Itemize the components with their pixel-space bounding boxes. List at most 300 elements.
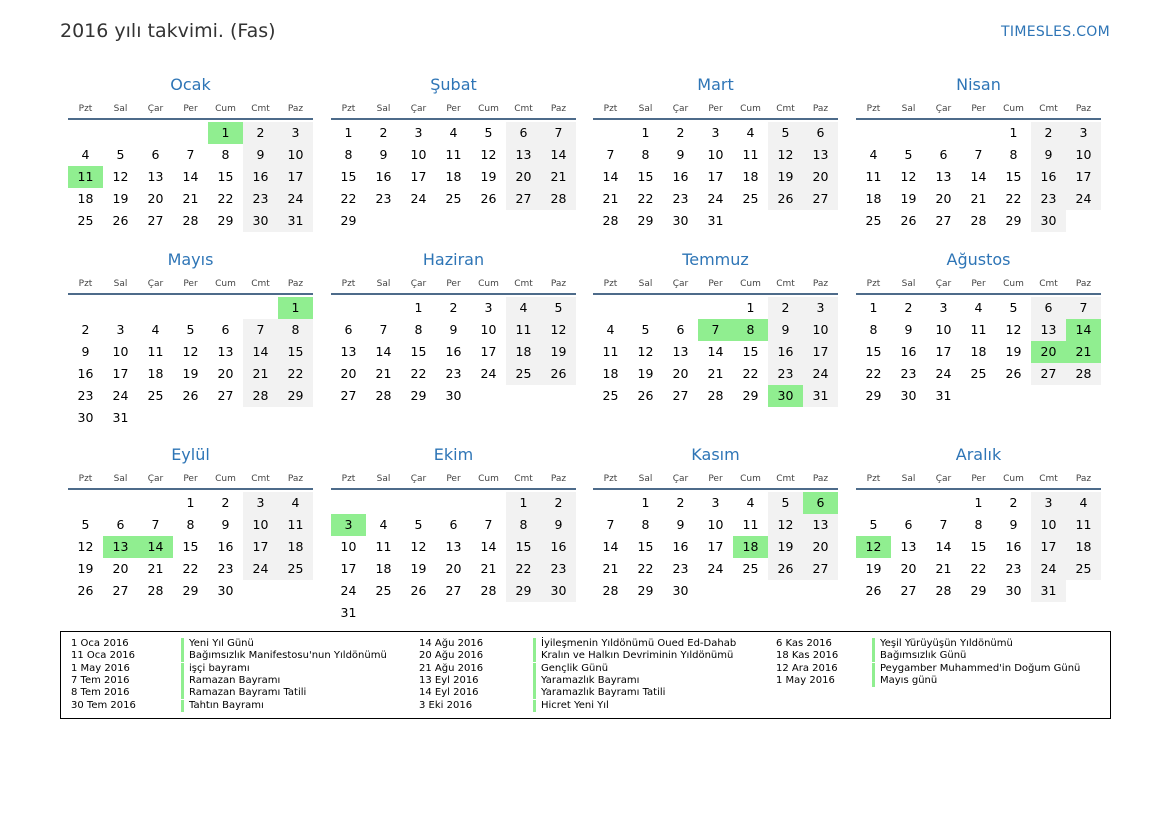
day-cell: 31 (1031, 580, 1066, 602)
weekday-header: Paz (287, 474, 304, 484)
month-name: Haziran (422, 250, 485, 269)
legend-date: 14 Ağu 2016 (419, 638, 484, 649)
day-cell: 28 (602, 213, 619, 228)
day-cell: 26 (541, 363, 576, 385)
day-cell: 17 (707, 169, 724, 184)
day-cell: 10 (243, 514, 278, 536)
day-cell: 1 (186, 495, 195, 510)
day-cell: 22 (340, 191, 357, 206)
day-cell: 15 (742, 344, 759, 359)
day-cell: 17 (480, 344, 497, 359)
legend-holiday-name: Ramazan Bayramı Tatili (181, 687, 306, 699)
day-cell: 20 (340, 366, 357, 381)
holiday-day-cell: 21 (1066, 341, 1101, 363)
day-cell: 12 (112, 169, 129, 184)
day-cell: 6 (939, 147, 948, 162)
day-cell: 5 (81, 517, 90, 532)
day-cell: 26 (900, 213, 917, 228)
day-cell: 28 (602, 583, 619, 598)
day-cell: 7 (186, 147, 195, 162)
weekday-header: Cum (215, 474, 236, 484)
weekday-header: Çar (672, 474, 689, 484)
day-cell: 20 (112, 561, 129, 576)
legend-holiday-name: Peygamber Muhammed'in Doğum Günü (872, 663, 1080, 675)
day-cell: 19 (112, 191, 129, 206)
day-cell: 13 (340, 344, 357, 359)
day-cell: 4 (746, 125, 755, 140)
legend-date: 6 Kas 2016 (776, 638, 832, 649)
day-cell: 6 (904, 517, 913, 532)
legend-holiday-name: Yaramazlık Bayramı Tatili (533, 687, 665, 699)
weekday-header: Paz (287, 104, 304, 114)
month-divider (593, 293, 838, 295)
day-cell: 13 (1031, 319, 1066, 341)
day-cell: 17 (243, 536, 278, 558)
month-divider (856, 293, 1101, 295)
day-cell: 7 (606, 517, 615, 532)
day-cell: 14 (707, 344, 724, 359)
day-cell: 15 (637, 169, 654, 184)
weekday-header: Cum (740, 474, 761, 484)
day-cell: 12 (768, 144, 803, 166)
day-cell: 19 (768, 536, 803, 558)
weekday-header: Pzt (78, 279, 93, 289)
day-cell: 22 (410, 366, 427, 381)
day-cell: 9 (449, 322, 458, 337)
day-cell: 13 (672, 344, 689, 359)
day-cell: 4 (379, 517, 388, 532)
day-cell: 20 (935, 191, 952, 206)
holiday-day-cell: 3 (331, 514, 366, 536)
day-cell: 16 (768, 341, 803, 363)
day-cell: 22 (637, 561, 654, 576)
day-cell: 14 (602, 169, 619, 184)
day-cell: 25 (375, 583, 392, 598)
day-cell: 2 (541, 492, 576, 514)
weekday-header: Çar (935, 104, 952, 114)
day-cell: 10 (935, 322, 952, 337)
day-cell: 16 (672, 539, 689, 554)
day-cell: 8 (414, 322, 423, 337)
day-cell: 10 (112, 344, 129, 359)
weekday-header: Pzt (866, 474, 881, 484)
day-cell: 18 (375, 561, 392, 576)
day-cell: 24 (935, 366, 952, 381)
month-name: Eylül (171, 445, 210, 464)
day-cell: 24 (707, 191, 724, 206)
month-divider (331, 488, 576, 490)
weekday-header: Sal (638, 474, 653, 484)
day-cell: 17 (1031, 536, 1066, 558)
day-cell: 4 (278, 492, 313, 514)
day-cell: 25 (865, 213, 882, 228)
weekday-header: Cum (740, 104, 761, 114)
day-cell: 25 (742, 561, 759, 576)
day-cell: 21 (480, 561, 497, 576)
day-cell: 27 (112, 583, 129, 598)
day-cell: 18 (278, 536, 313, 558)
day-cell: 10 (278, 144, 313, 166)
day-cell: 29 (970, 583, 987, 598)
weekday-header: Cmt (251, 474, 270, 484)
weekday-header: Paz (550, 279, 567, 289)
day-cell: 13 (900, 539, 917, 554)
weekday-header: Cmt (514, 104, 533, 114)
day-cell: 18 (602, 366, 619, 381)
day-cell: 7 (939, 517, 948, 532)
day-cell: 19 (480, 169, 497, 184)
weekday-header: Sal (901, 279, 916, 289)
day-cell: 6 (1031, 297, 1066, 319)
day-cell: 28 (935, 583, 952, 598)
weekday-header: Per (183, 279, 198, 289)
day-cell: 30 (1005, 583, 1022, 598)
day-cell: 7 (379, 322, 388, 337)
day-cell: 8 (506, 514, 541, 536)
day-cell: 1 (641, 495, 650, 510)
weekday-header: Çar (672, 104, 689, 114)
legend-holiday-name: Yaramazlık Bayramı (533, 675, 639, 687)
day-cell: 6 (803, 122, 838, 144)
day-cell: 22 (506, 558, 541, 580)
weekday-header: Per (183, 104, 198, 114)
day-cell: 4 (151, 322, 160, 337)
legend-holiday-name: Kralın ve Halkın Devriminin Yıldönümü (533, 650, 733, 662)
day-cell: 23 (243, 188, 278, 210)
day-cell: 30 (243, 210, 278, 232)
day-cell: 5 (186, 322, 195, 337)
day-cell: 30 (672, 583, 689, 598)
weekday-header: Sal (376, 474, 391, 484)
day-cell: 6 (344, 322, 353, 337)
month-divider (331, 118, 576, 120)
day-cell: 4 (974, 300, 983, 315)
weekday-header: Per (971, 104, 986, 114)
day-cell: 30 (541, 580, 576, 602)
day-cell: 1 (414, 300, 423, 315)
weekday-header: Cmt (251, 104, 270, 114)
day-cell: 15 (506, 536, 541, 558)
day-cell: 1 (641, 125, 650, 140)
day-cell: 28 (970, 213, 987, 228)
weekday-header: Çar (147, 474, 164, 484)
day-cell: 10 (803, 319, 838, 341)
weekday-header: Çar (147, 104, 164, 114)
day-cell: 16 (217, 539, 234, 554)
legend-date: 20 Ağu 2016 (419, 650, 484, 662)
day-cell: 13 (803, 514, 838, 536)
month-name: Mart (697, 75, 734, 94)
day-cell: 3 (803, 297, 838, 319)
day-cell: 25 (742, 191, 759, 206)
weekday-header: Per (708, 104, 723, 114)
day-cell: 21 (935, 561, 952, 576)
day-cell: 24 (112, 388, 129, 403)
day-cell: 2 (768, 297, 803, 319)
legend-holiday-name: Ramazan Bayramı (181, 675, 280, 687)
day-cell: 9 (81, 344, 90, 359)
day-cell: 27 (217, 388, 234, 403)
weekday-header: Cum (1003, 474, 1024, 484)
day-cell: 11 (742, 147, 759, 162)
day-cell: 25 (77, 213, 94, 228)
day-cell: 23 (541, 558, 576, 580)
month-divider (856, 118, 1101, 120)
day-cell: 14 (970, 169, 987, 184)
day-cell: 1 (344, 125, 353, 140)
day-cell: 20 (672, 366, 689, 381)
day-cell: 28 (182, 213, 199, 228)
weekday-header: Cum (478, 104, 499, 114)
day-cell: 15 (217, 169, 234, 184)
weekday-header: Çar (672, 279, 689, 289)
day-cell: 6 (506, 122, 541, 144)
day-cell: 21 (707, 366, 724, 381)
day-cell: 14 (541, 144, 576, 166)
day-cell: 23 (1005, 561, 1022, 576)
day-cell: 29 (1005, 213, 1022, 228)
day-cell: 5 (414, 517, 423, 532)
day-cell: 29 (182, 583, 199, 598)
day-cell: 7 (541, 122, 576, 144)
month-name: Ağustos (946, 250, 1011, 269)
day-cell: 9 (676, 147, 685, 162)
weekday-header: Cum (1003, 279, 1024, 289)
weekday-header: Cmt (776, 279, 795, 289)
weekday-header: Per (183, 474, 198, 484)
day-cell: 11 (278, 514, 313, 536)
weekday-header: Çar (410, 279, 427, 289)
day-cell: 15 (1005, 169, 1022, 184)
day-cell: 5 (484, 125, 493, 140)
day-cell: 12 (637, 344, 654, 359)
day-cell: 5 (641, 322, 650, 337)
holiday-day-cell: 6 (803, 492, 838, 514)
day-cell: 28 (541, 188, 576, 210)
legend-holiday-name: Bağımsızlık Günü (872, 650, 966, 662)
day-cell: 26 (768, 188, 803, 210)
weekday-header: Sal (376, 279, 391, 289)
weekday-header: Paz (1075, 279, 1092, 289)
day-cell: 24 (707, 561, 724, 576)
day-cell: 16 (445, 344, 462, 359)
day-cell: 28 (1066, 363, 1101, 385)
day-cell: 8 (344, 147, 353, 162)
day-cell: 2 (904, 300, 913, 315)
day-cell: 23 (1031, 188, 1066, 210)
day-cell: 9 (1009, 517, 1018, 532)
day-cell: 9 (541, 514, 576, 536)
day-cell: 27 (147, 213, 164, 228)
day-cell: 28 (243, 385, 278, 407)
weekday-header: Sal (901, 104, 916, 114)
day-cell: 21 (602, 191, 619, 206)
day-cell: 17 (340, 561, 357, 576)
day-cell: 9 (1031, 144, 1066, 166)
day-cell: 3 (414, 125, 423, 140)
day-cell: 15 (278, 341, 313, 363)
day-cell: 20 (147, 191, 164, 206)
weekday-header: Çar (935, 474, 952, 484)
day-cell: 15 (865, 344, 882, 359)
day-cell: 28 (707, 388, 724, 403)
day-cell: 25 (445, 191, 462, 206)
day-cell: 28 (147, 583, 164, 598)
day-cell: 19 (637, 366, 654, 381)
day-cell: 31 (278, 210, 313, 232)
weekday-header: Pzt (866, 104, 881, 114)
day-cell: 8 (974, 517, 983, 532)
day-cell: 12 (77, 539, 94, 554)
month-name: Mayıs (167, 250, 214, 269)
weekday-header: Paz (1075, 474, 1092, 484)
weekday-header: Per (971, 474, 986, 484)
weekday-header: Cum (1003, 104, 1024, 114)
weekday-header: Cmt (776, 104, 795, 114)
day-cell: 21 (970, 191, 987, 206)
day-cell: 2 (81, 322, 90, 337)
day-cell: 9 (379, 147, 388, 162)
day-cell: 16 (375, 169, 392, 184)
day-cell: 19 (182, 366, 199, 381)
day-cell: 23 (672, 561, 689, 576)
day-cell: 27 (1031, 363, 1066, 385)
day-cell: 22 (865, 366, 882, 381)
day-cell: 10 (340, 539, 357, 554)
day-cell: 8 (869, 322, 878, 337)
day-cell: 13 (147, 169, 164, 184)
day-cell: 19 (865, 561, 882, 576)
legend-holiday-name: Tahtın Bayramı (181, 700, 264, 712)
legend-date: 7 Tem 2016 (71, 674, 130, 686)
day-cell: 26 (112, 213, 129, 228)
day-cell: 11 (970, 322, 987, 337)
legend-holiday-name: İyileşmenin Yıldönümü Oued Ed-Dahab (533, 638, 736, 650)
day-cell: 10 (707, 147, 724, 162)
month-divider (68, 118, 313, 120)
holiday-day-cell: 30 (768, 385, 803, 407)
day-cell: 8 (278, 319, 313, 341)
day-cell: 11 (742, 517, 759, 532)
holiday-legend (60, 631, 1111, 719)
day-cell: 8 (641, 517, 650, 532)
day-cell: 12 (541, 319, 576, 341)
day-cell: 20 (506, 166, 541, 188)
day-cell: 5 (541, 297, 576, 319)
day-cell: 22 (278, 363, 313, 385)
day-cell: 18 (970, 344, 987, 359)
day-cell: 14 (182, 169, 199, 184)
day-cell: 5 (768, 492, 803, 514)
month-name: Ocak (170, 75, 211, 94)
weekday-header: Çar (410, 474, 427, 484)
weekday-header: Cum (215, 279, 236, 289)
day-cell: 20 (445, 561, 462, 576)
day-cell: 3 (243, 492, 278, 514)
day-cell: 1 (506, 492, 541, 514)
day-cell: 7 (484, 517, 493, 532)
day-cell: 31 (112, 410, 129, 425)
day-cell: 19 (1005, 344, 1022, 359)
holiday-day-cell: 14 (138, 536, 173, 558)
day-cell: 19 (77, 561, 94, 576)
day-cell: 2 (676, 125, 685, 140)
brand-link[interactable]: TIMESLES.COM (1001, 24, 1110, 40)
day-cell: 8 (221, 147, 230, 162)
weekday-header: Per (446, 474, 461, 484)
day-cell: 27 (935, 213, 952, 228)
day-cell: 23 (768, 363, 803, 385)
day-cell: 12 (1005, 322, 1022, 337)
day-cell: 2 (221, 495, 230, 510)
day-cell: 12 (900, 169, 917, 184)
day-cell: 26 (182, 388, 199, 403)
day-cell: 29 (278, 385, 313, 407)
day-cell: 3 (711, 125, 720, 140)
month-name: Şubat (430, 75, 477, 94)
day-cell: 18 (1066, 536, 1101, 558)
day-cell: 26 (768, 558, 803, 580)
day-cell: 12 (480, 147, 497, 162)
day-cell: 11 (602, 344, 619, 359)
day-cell: 24 (1066, 188, 1101, 210)
day-cell: 4 (449, 125, 458, 140)
weekday-header: Sal (638, 104, 653, 114)
holiday-day-cell: 14 (1066, 319, 1101, 341)
day-cell: 5 (768, 122, 803, 144)
holiday-day-cell: 20 (1031, 341, 1066, 363)
day-cell: 24 (410, 191, 427, 206)
day-cell: 22 (1005, 191, 1022, 206)
weekday-header: Cum (478, 279, 499, 289)
day-cell: 10 (1031, 514, 1066, 536)
day-cell: 2 (449, 300, 458, 315)
weekday-header: Paz (812, 474, 829, 484)
weekday-header: Pzt (603, 474, 618, 484)
day-cell: 30 (1031, 210, 1066, 232)
day-cell: 29 (217, 213, 234, 228)
day-cell: 16 (541, 536, 576, 558)
day-cell: 14 (480, 539, 497, 554)
day-cell: 27 (803, 188, 838, 210)
day-cell: 24 (243, 558, 278, 580)
legend-date: 21 Ağu 2016 (419, 662, 484, 674)
weekday-header: Paz (287, 279, 304, 289)
day-cell: 17 (278, 166, 313, 188)
day-cell: 10 (707, 517, 724, 532)
day-cell: 22 (182, 561, 199, 576)
day-cell: 22 (742, 366, 759, 381)
day-cell: 15 (182, 539, 199, 554)
day-cell: 12 (182, 344, 199, 359)
day-cell: 9 (676, 517, 685, 532)
day-cell: 2 (1009, 495, 1018, 510)
day-cell: 25 (602, 388, 619, 403)
day-cell: 23 (672, 191, 689, 206)
weekday-header: Pzt (78, 474, 93, 484)
weekday-header: Cmt (1039, 474, 1058, 484)
weekday-header: Çar (147, 279, 164, 289)
weekday-header: Paz (550, 104, 567, 114)
day-cell: 17 (112, 366, 129, 381)
weekday-header: Sal (113, 104, 128, 114)
day-cell: 16 (1031, 166, 1066, 188)
weekday-header: Cmt (1039, 104, 1058, 114)
day-cell: 13 (506, 144, 541, 166)
day-cell: 18 (147, 366, 164, 381)
day-cell: 23 (77, 388, 94, 403)
day-cell: 27 (672, 388, 689, 403)
